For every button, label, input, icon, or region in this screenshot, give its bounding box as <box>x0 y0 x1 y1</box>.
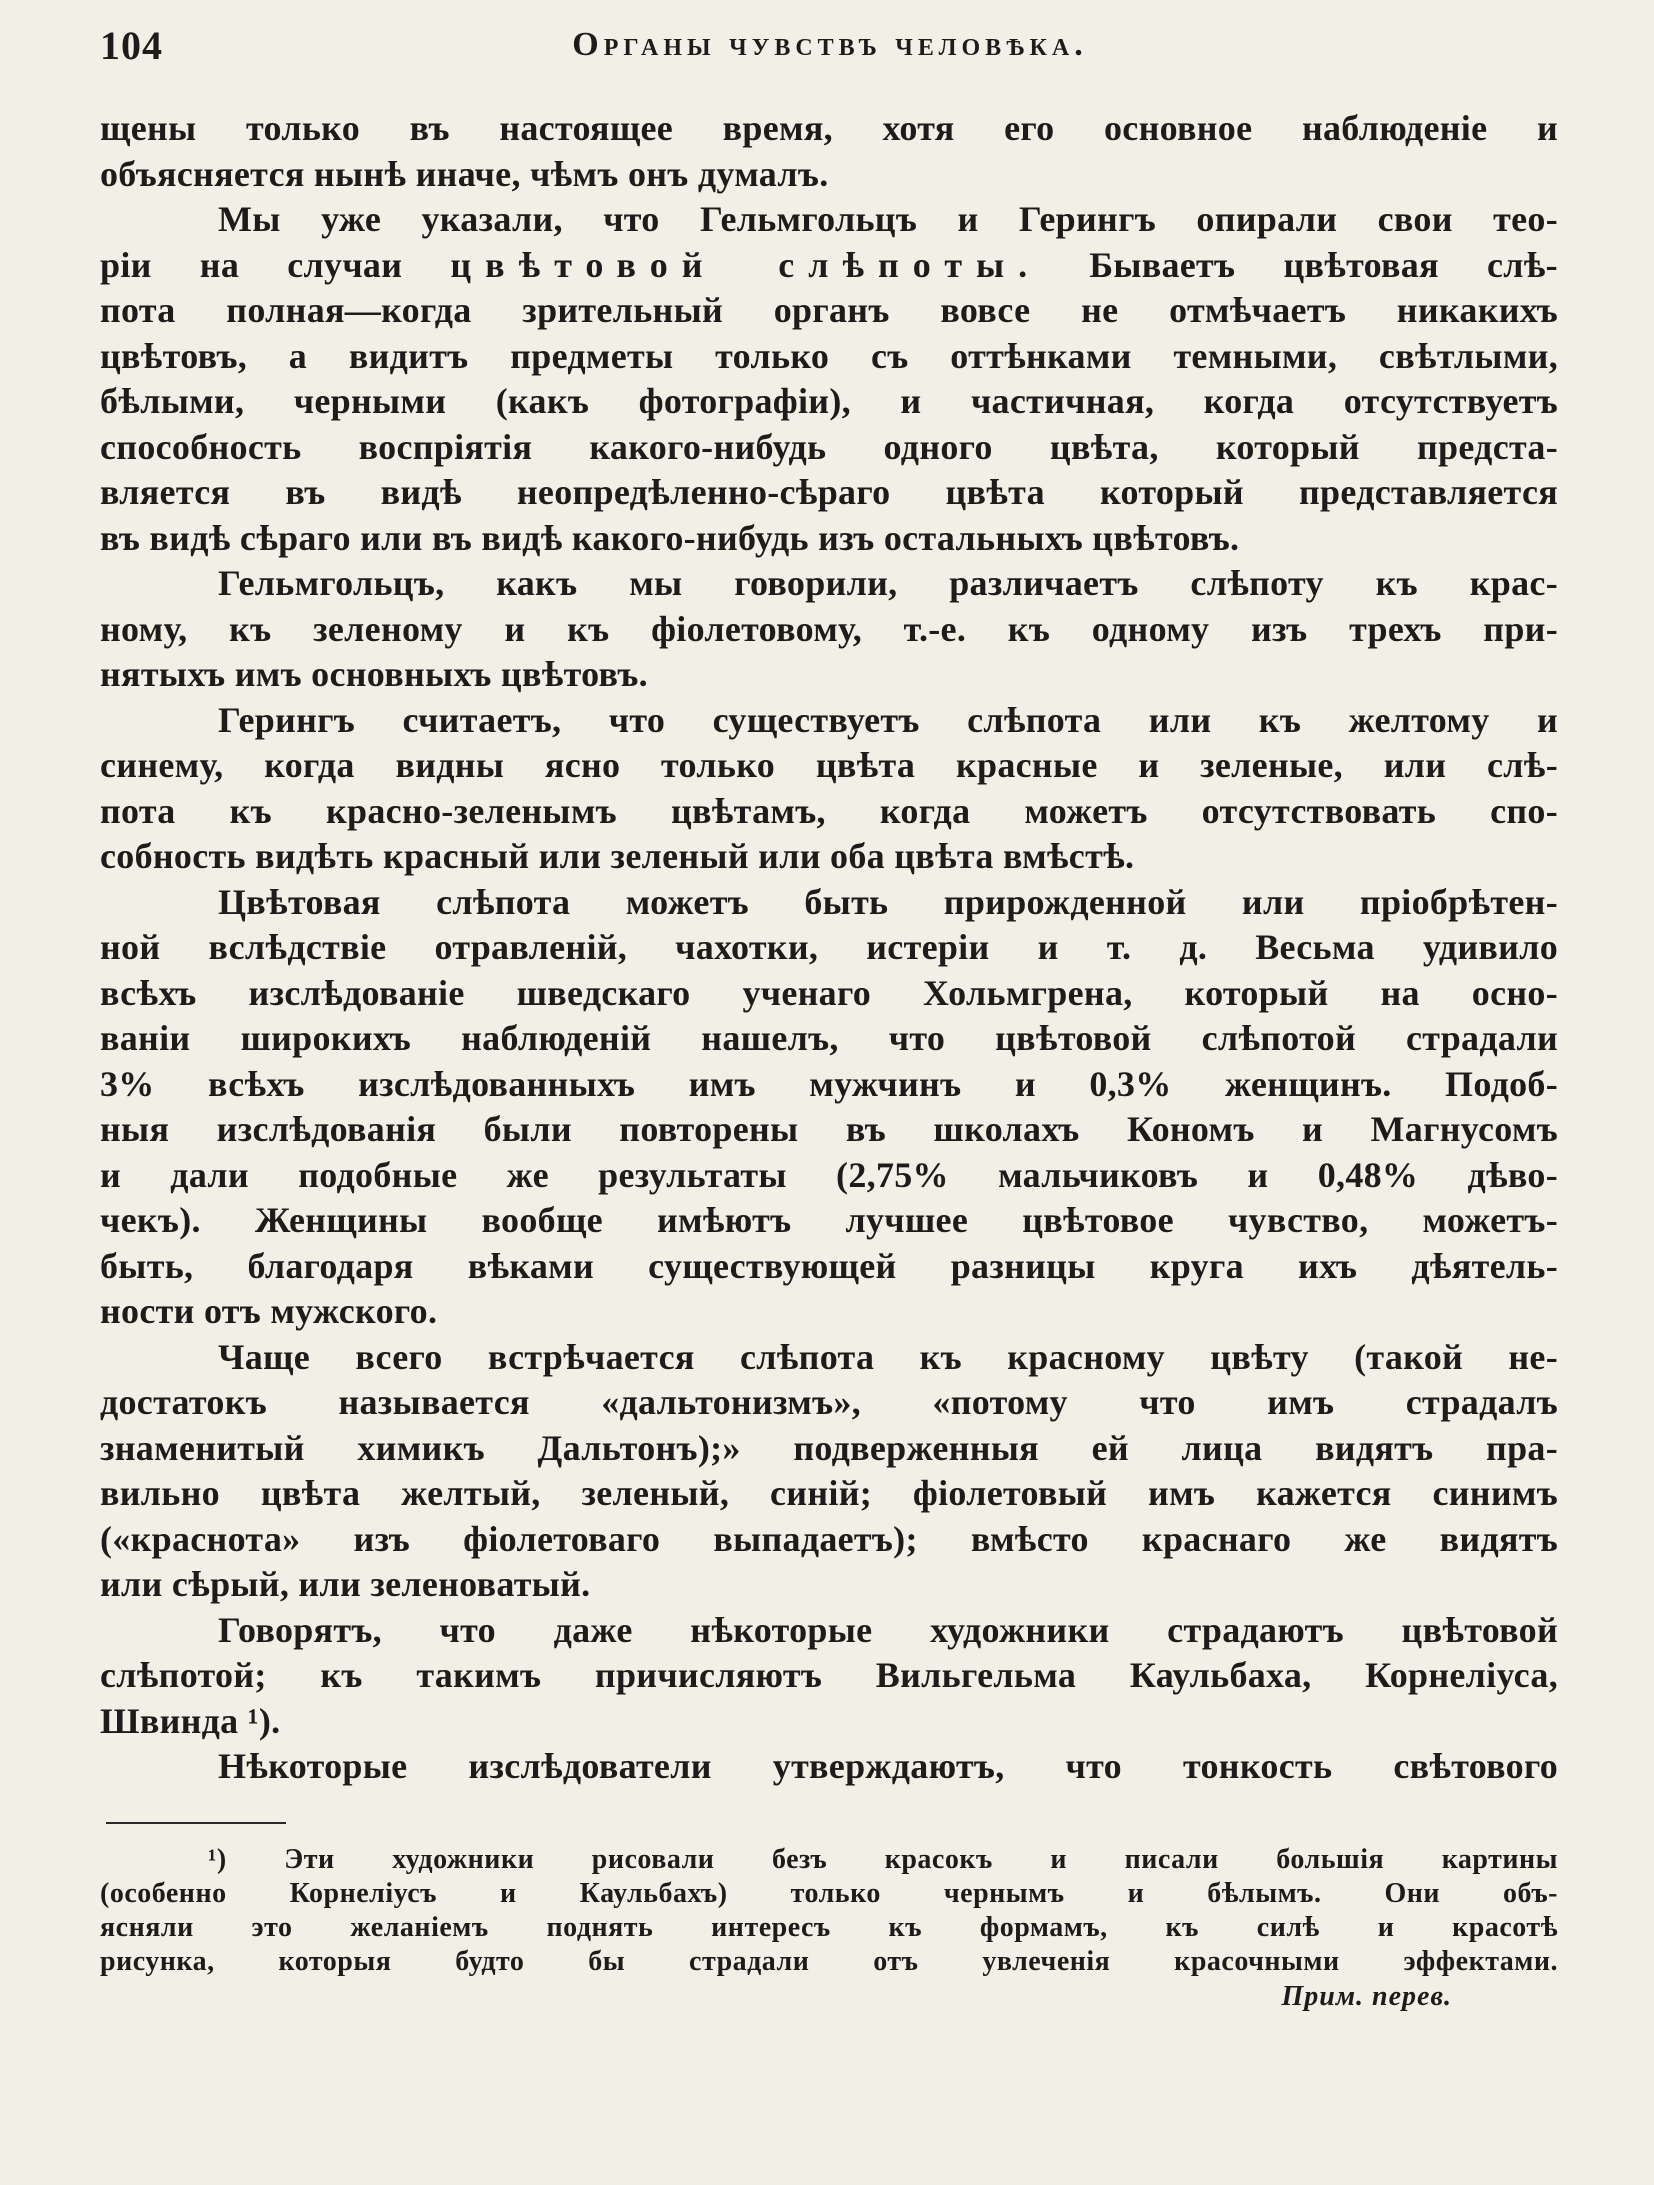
text-line: ной вслѣдствіе отравленій, чахотки, истеріи и т. д. Весьма удивило <box>100 927 1558 967</box>
text-line: Нѣкоторые изслѣдователи утверждаютъ, что тонкость свѣтового <box>218 1746 1558 1786</box>
text-fragment: ріи на случаи <box>100 244 403 285</box>
text-line: цвѣтовъ, а видитъ предметы только съ оттѣнками темными, свѣтлыми, <box>100 335 1558 376</box>
text-line: Цвѣтовая слѣпота можетъ быть прирожденной или пріобрѣтен- <box>218 881 1558 922</box>
text-line <box>100 243 1558 289</box>
text-line: быть, благодаря вѣками существующей разницы круга ихъ дѣятель- <box>100 1245 1558 1286</box>
text-line: въ видѣ сѣраго или въ видѣ какого-нибудь изъ остальныхъ цвѣтовъ. <box>100 517 1240 558</box>
footnote-line: ¹) Эти художники рисовали безъ красокъ и писали большія картины <box>208 1844 1558 1875</box>
text-line: бѣлыми, черными (какъ фотографіи), и частичная, когда отсутствуетъ <box>100 381 1558 421</box>
text-line: ности отъ мужского. <box>100 1291 438 1331</box>
footnote-line: ясняли это желаніемъ поднять интересъ къ формамъ, къ силѣ и красотѣ <box>100 1912 1558 1943</box>
text-line: Герингъ считаетъ, что существуетъ слѣпота или къ желтому и <box>218 699 1558 740</box>
text-line: или сѣрый, или зеленоватый. <box>100 1564 591 1604</box>
text-line: щены только въ настоящее время, хотя его основное наблюденіе и <box>100 108 1558 148</box>
main-text <box>100 106 1558 1790</box>
text-line: Говорятъ, что даже нѣкоторые художники страдаютъ цвѣтовой <box>218 1609 1558 1650</box>
footnote-line: (особенно Корнеліусъ и Каульбахъ) только чернымъ и бѣлымъ. Они объ- <box>100 1878 1558 1909</box>
text-line: вляется въ видѣ неопредѣленно-сѣраго цвѣта который представляется <box>100 472 1558 512</box>
spaced-term: цвѣтовой слѣпоты. <box>450 244 1042 285</box>
running-title: Органы чувствъ человѣка. <box>572 26 1088 63</box>
text-line: ныя изслѣдованія были повторены въ школахъ Кономъ и Магнусомъ <box>100 1109 1558 1149</box>
text-line: («краснота» изъ фіолетоваго выпадаетъ); вмѣсто краснаго же видятъ <box>100 1518 1558 1559</box>
text-line: нятыхъ имъ основныхъ цвѣтовъ. <box>100 654 648 694</box>
text-line: Чаще всего встрѣчается слѣпота къ красному цвѣту (такой не- <box>218 1336 1558 1377</box>
text-line: слѣпотой; къ такимъ причисляютъ Вильгельма Каульбаха, Корнеліуса, <box>100 1655 1558 1695</box>
text-line: Мы уже указали, что Гельмгольцъ и Герингъ опирали свои тео- <box>218 199 1558 239</box>
page-header <box>100 22 1560 82</box>
footnote-divider <box>106 1822 286 1824</box>
text-fragment: Бываетъ цвѣтовая слѣ- <box>1089 244 1558 285</box>
text-line: чекъ). Женщины вообще имѣютъ лучшее цвѣтовое чувство, можетъ- <box>100 1200 1558 1240</box>
text-line: способность воспріятія какого-нибудь одного цвѣта, который предста- <box>100 426 1558 467</box>
text-line: Гельмгольцъ, какъ мы говорили, различаетъ слѣпоту къ крас- <box>218 563 1558 603</box>
text-line: пота полная—когда зрительный органъ вовсе не отмѣчаетъ никакихъ <box>100 290 1558 330</box>
text-line: ному, къ зеленому и къ фіолетовому, т.-е. къ одному изъ трехъ при- <box>100 608 1558 649</box>
text-line: знаменитый химикъ Дальтонъ);» подверженныя ей лица видятъ пра- <box>100 1427 1558 1468</box>
text-line: вильно цвѣта желтый, зеленый, синій; фіолетовый имъ кажется синимъ <box>100 1473 1558 1513</box>
text-line: 3% всѣхъ изслѣдованныхъ имъ мужчинъ и 0,3% женщинъ. Подоб- <box>100 1063 1558 1104</box>
page-number: 104 <box>100 23 163 68</box>
footnote-signature: Прим. перев. <box>1281 1981 1452 2012</box>
text-line: и дали подобные же результаты (2,75% мальчиковъ и 0,48% дѣво- <box>100 1154 1558 1195</box>
text-line: пота къ красно-зеленымъ цвѣтамъ, когда можетъ отсутствовать спо- <box>100 790 1558 831</box>
text-line: достатокъ называется «дальтонизмъ», «потому что имъ страдалъ <box>100 1382 1558 1422</box>
text-line: всѣхъ изслѣдованіе шведскаго ученаго Хольмгрена, который на осно- <box>100 972 1558 1013</box>
text-line: синему, когда видны ясно только цвѣта красные и зеленые, или слѣ- <box>100 745 1558 785</box>
text-line: Швинда ¹). <box>100 1700 281 1741</box>
text-line: объясняется нынѣ иначе, чѣмъ онъ думалъ. <box>100 153 829 194</box>
text-line: ваніи широкихъ наблюденій нашелъ, что цвѣтовой слѣпотой страдали <box>100 1018 1558 1058</box>
footnote-line: рисунка, которыя будто бы страдали отъ увлеченія красочными эффектами. <box>100 1946 1558 1977</box>
text-line: собность видѣть красный или зеленый или оба цвѣта вмѣстѣ. <box>100 836 1135 876</box>
footnote <box>100 1843 1558 2015</box>
